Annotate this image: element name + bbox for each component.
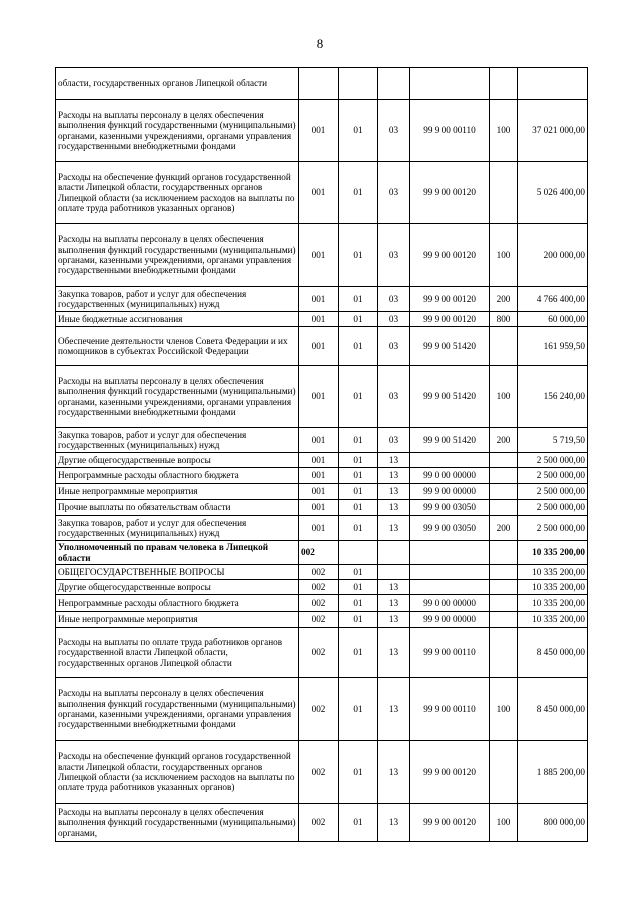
cell-name: Иные непрограммные мероприятия	[56, 484, 299, 500]
cell-csr: 99 9 00 00000	[410, 612, 490, 628]
cell-sum: 2 500 000,00	[518, 484, 588, 500]
cell-csr	[410, 541, 490, 565]
cell-ved: 002	[299, 804, 339, 842]
cell-sum: 2 500 000,00	[518, 516, 588, 541]
cell-vr: 200	[490, 428, 518, 453]
cell-ved: 001	[299, 366, 339, 428]
cell-csr: 99 9 00 03050	[410, 516, 490, 541]
table-row	[56, 678, 588, 741]
cell-rz	[339, 541, 378, 565]
cell-csr: 99 9 00 00110	[410, 678, 490, 741]
cell-vr	[490, 580, 518, 595]
table-row	[56, 516, 588, 541]
cell-ved: 001	[299, 312, 339, 327]
cell-pr: 03	[378, 327, 410, 366]
budget-table	[55, 67, 588, 842]
cell-vr: 200	[490, 516, 518, 541]
cell-name: Закупка товаров, работ и услуг для обеспечения государственных (муниципальных) нужд	[56, 287, 299, 312]
cell-name: Расходы на выплаты персоналу в целях обеспечения выполнения функций государственными (муниципальными) органами,	[56, 804, 299, 842]
cell-name: Иные непрограммные мероприятия	[56, 612, 299, 628]
cell-name: Прочие выплаты по обязательствам области	[56, 500, 299, 516]
cell-pr: 03	[378, 224, 410, 287]
cell-sum	[518, 68, 588, 100]
table-row	[56, 484, 588, 500]
cell-vr	[490, 595, 518, 612]
cell-pr: 13	[378, 580, 410, 595]
cell-pr: 13	[378, 678, 410, 741]
cell-csr: 99 9 00 51420	[410, 327, 490, 366]
cell-sum: 37 021 000,00	[518, 100, 588, 162]
cell-csr: 99 9 00 00110	[410, 628, 490, 678]
cell-rz: 01	[339, 468, 378, 484]
cell-csr: 99 9 00 00110	[410, 100, 490, 162]
table-row	[56, 595, 588, 612]
cell-rz: 01	[339, 628, 378, 678]
cell-name: Другие общегосударственные вопросы	[56, 580, 299, 595]
cell-pr: 03	[378, 287, 410, 312]
cell-rz: 01	[339, 500, 378, 516]
cell-rz: 01	[339, 224, 378, 287]
cell-vr: 100	[490, 366, 518, 428]
cell-vr	[490, 628, 518, 678]
table-row	[56, 612, 588, 628]
cell-vr	[490, 500, 518, 516]
cell-ved: 001	[299, 287, 339, 312]
cell-sum: 10 335 200,00	[518, 541, 588, 565]
cell-pr: 13	[378, 804, 410, 842]
table-row	[56, 224, 588, 287]
cell-rz: 01	[339, 312, 378, 327]
cell-ved	[299, 68, 339, 100]
cell-ved: 001	[299, 162, 339, 224]
table-body	[56, 68, 588, 842]
cell-rz: 01	[339, 804, 378, 842]
cell-ved: 002	[299, 628, 339, 678]
cell-ved: 001	[299, 327, 339, 366]
cell-pr: 03	[378, 162, 410, 224]
cell-csr: 99 9 00 00120	[410, 287, 490, 312]
cell-sum: 2 500 000,00	[518, 453, 588, 468]
cell-vr: 100	[490, 224, 518, 287]
cell-rz: 01	[339, 565, 378, 580]
cell-vr	[490, 541, 518, 565]
table-row	[56, 287, 588, 312]
cell-csr: 99 9 00 00120	[410, 741, 490, 804]
cell-sum: 8 450 000,00	[518, 678, 588, 741]
cell-vr	[490, 327, 518, 366]
cell-pr	[378, 541, 410, 565]
cell-csr: 99 0 00 00000	[410, 595, 490, 612]
table-row	[56, 453, 588, 468]
table-row	[56, 628, 588, 678]
table-row	[56, 565, 588, 580]
cell-ved: 001	[299, 224, 339, 287]
cell-name: Уполномоченный по правам человека в Липецкой области	[56, 541, 299, 565]
cell-vr	[490, 468, 518, 484]
cell-vr: 100	[490, 678, 518, 741]
cell-csr: 99 9 00 00120	[410, 312, 490, 327]
page-number: 8	[316, 36, 324, 51]
cell-vr	[490, 612, 518, 628]
cell-pr: 13	[378, 595, 410, 612]
cell-rz: 01	[339, 453, 378, 468]
cell-rz: 01	[339, 580, 378, 595]
cell-rz: 01	[339, 287, 378, 312]
cell-name: Расходы на выплаты персоналу в целях обеспечения выполнения функций государственными (муниципальными) органами, казенными учреждениями, органами управления государственными внебюджетными фондами	[56, 678, 299, 741]
cell-name: Расходы на выплаты персоналу в целях обеспечения выполнения функций государственными (муниципальными) органами, казенными учреждениями, органами управления государственными внебюджетными фондами	[56, 100, 299, 162]
table-row	[56, 428, 588, 453]
cell-ved: 002	[299, 541, 339, 565]
cell-vr: 100	[490, 100, 518, 162]
cell-ved: 001	[299, 428, 339, 453]
cell-name: ОБЩЕГОСУДАРСТВЕННЫЕ ВОПРОСЫ	[56, 565, 299, 580]
table-row	[56, 68, 588, 100]
cell-name: Непрограммные расходы областного бюджета	[56, 595, 299, 612]
cell-rz: 01	[339, 516, 378, 541]
cell-pr: 13	[378, 453, 410, 468]
cell-vr	[490, 741, 518, 804]
cell-pr: 03	[378, 366, 410, 428]
cell-vr: 800	[490, 312, 518, 327]
cell-vr	[490, 68, 518, 100]
cell-pr	[378, 565, 410, 580]
cell-sum: 4 766 400,00	[518, 287, 588, 312]
cell-csr: 99 9 00 51420	[410, 366, 490, 428]
cell-rz: 01	[339, 327, 378, 366]
cell-ved: 001	[299, 500, 339, 516]
cell-name: Расходы на выплаты по оплате труда работников органов государственной власти Липецкой области, государственных органов Липецкой области	[56, 628, 299, 678]
cell-csr	[410, 453, 490, 468]
table-row	[56, 312, 588, 327]
cell-pr: 13	[378, 484, 410, 500]
cell-ved: 001	[299, 100, 339, 162]
cell-ved: 002	[299, 741, 339, 804]
cell-ved: 001	[299, 484, 339, 500]
cell-pr: 13	[378, 628, 410, 678]
cell-csr	[410, 580, 490, 595]
cell-ved: 002	[299, 565, 339, 580]
cell-csr: 99 9 00 03050	[410, 500, 490, 516]
cell-sum: 161 959,50	[518, 327, 588, 366]
cell-vr	[490, 162, 518, 224]
cell-pr	[378, 68, 410, 100]
cell-vr: 100	[490, 804, 518, 842]
cell-pr: 03	[378, 312, 410, 327]
cell-ved: 001	[299, 516, 339, 541]
cell-rz: 01	[339, 612, 378, 628]
cell-ved: 001	[299, 453, 339, 468]
table-row	[56, 100, 588, 162]
cell-name: Расходы на выплаты персоналу в целях обеспечения выполнения функций государственными (муниципальными) органами, казенными учреждениями, органами управления государственными внебюджетными фондами	[56, 224, 299, 287]
cell-csr	[410, 68, 490, 100]
cell-name: Расходы на выплаты персоналу в целях обеспечения выполнения функций государственными (муниципальными) органами, казенными учреждениями, органами управления государственными внебюджетными фондами	[56, 366, 299, 428]
table-row	[56, 327, 588, 366]
cell-name: Непрограммные расходы областного бюджета	[56, 468, 299, 484]
cell-pr: 13	[378, 516, 410, 541]
cell-sum: 10 335 200,00	[518, 595, 588, 612]
cell-csr: 99 9 00 51420	[410, 428, 490, 453]
cell-name: области, государственных органов Липецкой области	[56, 68, 299, 100]
table-row	[56, 366, 588, 428]
cell-sum: 10 335 200,00	[518, 565, 588, 580]
cell-rz: 01	[339, 741, 378, 804]
cell-pr: 03	[378, 100, 410, 162]
cell-vr	[490, 565, 518, 580]
table-row	[56, 741, 588, 804]
cell-pr: 13	[378, 741, 410, 804]
cell-ved: 002	[299, 580, 339, 595]
cell-sum: 2 500 000,00	[518, 468, 588, 484]
cell-csr	[410, 565, 490, 580]
cell-csr: 99 0 00 00000	[410, 468, 490, 484]
cell-name: Обеспечение деятельности членов Совета Федерации и их помощников в субъектах Российской Федерации	[56, 327, 299, 366]
cell-name: Закупка товаров, работ и услуг для обеспечения государственных (муниципальных) нужд	[56, 428, 299, 453]
cell-rz: 01	[339, 678, 378, 741]
table-row	[56, 541, 588, 565]
cell-pr: 03	[378, 428, 410, 453]
cell-rz: 01	[339, 100, 378, 162]
cell-vr	[490, 484, 518, 500]
cell-sum: 156 240,00	[518, 366, 588, 428]
cell-rz: 01	[339, 162, 378, 224]
cell-ved: 002	[299, 678, 339, 741]
cell-ved: 002	[299, 595, 339, 612]
cell-sum: 200 000,00	[518, 224, 588, 287]
cell-sum: 1 885 200,00	[518, 741, 588, 804]
cell-ved: 001	[299, 468, 339, 484]
cell-ved: 002	[299, 612, 339, 628]
cell-name: Иные бюджетные ассигнования	[56, 312, 299, 327]
cell-sum: 5 026 400,00	[518, 162, 588, 224]
cell-name: Закупка товаров, работ и услуг для обеспечения государственных (муниципальных) нужд	[56, 516, 299, 541]
table-row	[56, 500, 588, 516]
cell-rz: 01	[339, 484, 378, 500]
cell-csr: 99 9 00 00120	[410, 224, 490, 287]
cell-sum: 60 000,00	[518, 312, 588, 327]
table-row	[56, 468, 588, 484]
cell-sum: 800 000,00	[518, 804, 588, 842]
cell-csr: 99 9 00 00000	[410, 484, 490, 500]
cell-rz	[339, 68, 378, 100]
table-row	[56, 162, 588, 224]
cell-vr	[490, 453, 518, 468]
cell-sum: 10 335 200,00	[518, 580, 588, 595]
cell-sum: 2 500 000,00	[518, 500, 588, 516]
cell-pr: 13	[378, 500, 410, 516]
cell-vr: 200	[490, 287, 518, 312]
table-row	[56, 804, 588, 842]
cell-name: Расходы на обеспечение функций органов государственной власти Липецкой области, государственных органов Липецкой области (за исключением расходов на выплаты по оплате труда работников указанных органов)	[56, 162, 299, 224]
cell-csr: 99 9 00 00120	[410, 804, 490, 842]
cell-rz: 01	[339, 595, 378, 612]
cell-csr: 99 9 00 00120	[410, 162, 490, 224]
cell-pr: 13	[378, 612, 410, 628]
table-row	[56, 580, 588, 595]
cell-pr: 13	[378, 468, 410, 484]
cell-name: Другие общегосударственные вопросы	[56, 453, 299, 468]
cell-name: Расходы на обеспечение функций органов государственной власти Липецкой области, государственных органов Липецкой области (за исключением расходов на выплаты по оплате труда работников указанных органов)	[56, 741, 299, 804]
cell-rz: 01	[339, 366, 378, 428]
cell-sum: 10 335 200,00	[518, 612, 588, 628]
cell-sum: 8 450 000,00	[518, 628, 588, 678]
cell-rz: 01	[339, 428, 378, 453]
cell-sum: 5 719,50	[518, 428, 588, 453]
